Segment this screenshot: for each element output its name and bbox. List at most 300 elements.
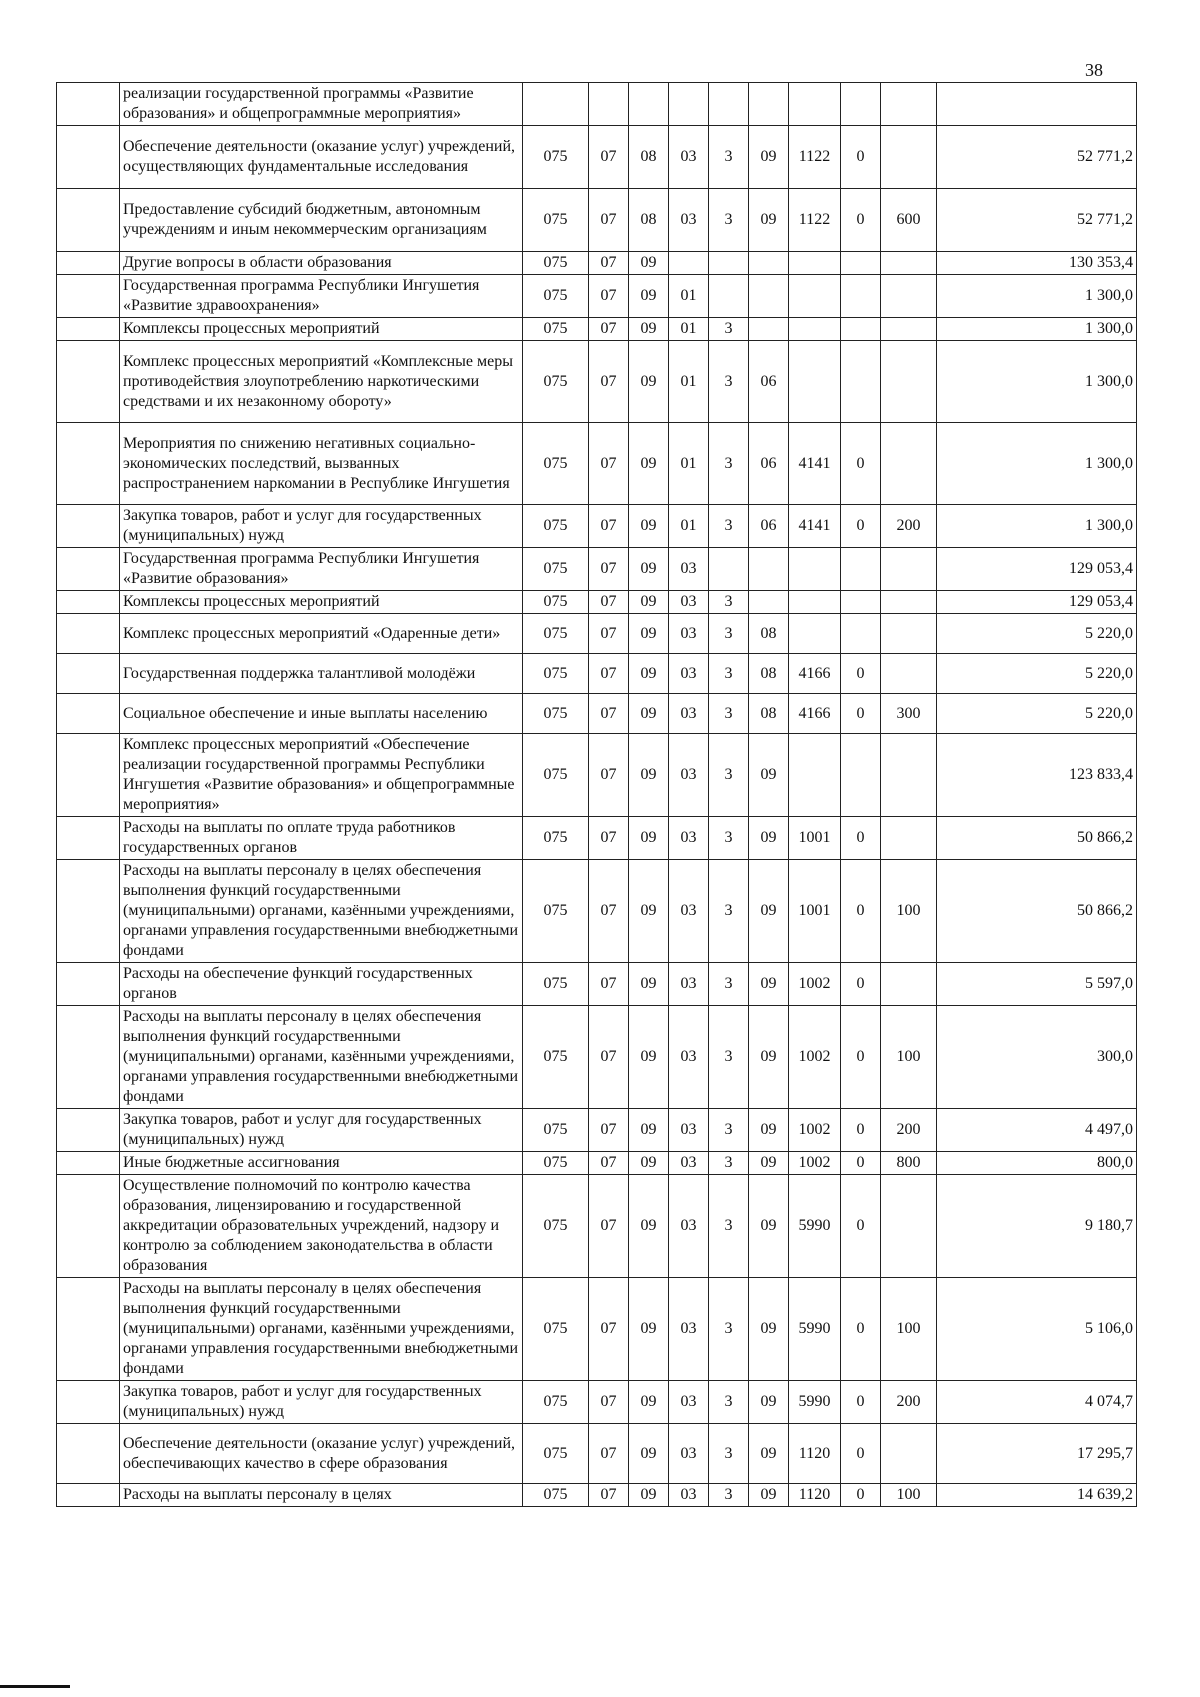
table-row [57, 548, 1137, 591]
code-cell [841, 548, 881, 591]
code-cell: 3 [709, 505, 749, 548]
code-cell: 07 [589, 423, 629, 505]
code-cell: 075 [523, 817, 589, 860]
code-cell: 3 [709, 614, 749, 654]
code-cell: 01 [669, 505, 709, 548]
row-sum-cell: 52 771,2 [937, 189, 1137, 252]
row-name-cell: Расходы на выплаты персоналу в целях [120, 1484, 523, 1507]
code-cell: 07 [589, 963, 629, 1006]
row-number-cell [57, 963, 120, 1006]
row-name-cell: Расходы на выплаты персоналу в целях обеспечения выполнения функций государственными (муниципальными) органами, казёнными учреждениями, органами управления государственными внебюджетными фондами [120, 1278, 523, 1381]
code-cell: 09 [749, 189, 789, 252]
row-number-cell [57, 189, 120, 252]
row-sum-cell: 50 866,2 [937, 817, 1137, 860]
row-number-cell [57, 1006, 120, 1109]
code-cell: 09 [629, 1109, 669, 1152]
code-cell: 08 [629, 126, 669, 189]
code-cell: 100 [881, 1006, 937, 1109]
code-cell: 03 [669, 860, 709, 963]
row-name-cell: Расходы на выплаты персоналу в целях обеспечения выполнения функций государственными (муниципальными) органами, казёнными учреждениями, органами управления государственными внебюджетными фондами [120, 860, 523, 963]
row-name-cell: Обеспечение деятельности (оказание услуг) учреждений, осуществляющих фундаментальные исследования [120, 126, 523, 189]
code-cell: 3 [709, 1006, 749, 1109]
code-cell: 09 [629, 548, 669, 591]
code-cell: 3 [709, 1381, 749, 1424]
code-cell: 4166 [789, 654, 841, 694]
row-name-cell: Комплекс процессных мероприятий «Одаренные дети» [120, 614, 523, 654]
code-cell: 07 [589, 341, 629, 423]
row-number-cell [57, 505, 120, 548]
row-sum-cell: 52 771,2 [937, 126, 1137, 189]
code-cell: 0 [841, 505, 881, 548]
code-cell: 0 [841, 189, 881, 252]
code-cell [881, 341, 937, 423]
budget-table [56, 82, 1137, 1507]
row-sum-cell: 1 300,0 [937, 505, 1137, 548]
table-row [57, 591, 1137, 614]
code-cell: 3 [709, 318, 749, 341]
table-row [57, 963, 1137, 1006]
row-name-cell: Мероприятия по снижению негативных социально-экономических последствий, вызванных распространением наркомании в Республике Ингушетия [120, 423, 523, 505]
code-cell [881, 548, 937, 591]
code-cell [881, 252, 937, 275]
code-cell [881, 83, 937, 126]
code-cell [709, 252, 749, 275]
code-cell: 075 [523, 614, 589, 654]
code-cell [881, 614, 937, 654]
code-cell: 03 [669, 189, 709, 252]
row-sum-cell: 800,0 [937, 1152, 1137, 1175]
code-cell: 0 [841, 817, 881, 860]
code-cell [789, 734, 841, 817]
code-cell: 0 [841, 694, 881, 734]
code-cell: 09 [629, 423, 669, 505]
code-cell: 075 [523, 1484, 589, 1507]
code-cell: 075 [523, 318, 589, 341]
code-cell: 0 [841, 1006, 881, 1109]
code-cell: 0 [841, 1175, 881, 1278]
table-row [57, 1152, 1137, 1175]
code-cell: 03 [669, 126, 709, 189]
code-cell: 3 [709, 126, 749, 189]
row-sum-cell: 5 106,0 [937, 1278, 1137, 1381]
code-cell: 07 [589, 734, 629, 817]
code-cell: 03 [669, 1278, 709, 1381]
code-cell: 08 [749, 654, 789, 694]
code-cell: 09 [749, 126, 789, 189]
code-cell: 06 [749, 505, 789, 548]
row-sum-cell [937, 83, 1137, 126]
row-number-cell [57, 1424, 120, 1484]
code-cell: 07 [589, 614, 629, 654]
code-cell: 01 [669, 423, 709, 505]
code-cell: 3 [709, 1109, 749, 1152]
code-cell: 07 [589, 275, 629, 318]
table-row [57, 1175, 1137, 1278]
code-cell: 0 [841, 1152, 881, 1175]
row-sum-cell: 9 180,7 [937, 1175, 1137, 1278]
table-row [57, 654, 1137, 694]
table-row [57, 252, 1137, 275]
code-cell: 07 [589, 318, 629, 341]
code-cell [841, 614, 881, 654]
code-cell: 03 [669, 1484, 709, 1507]
code-cell: 1002 [789, 1109, 841, 1152]
code-cell [749, 252, 789, 275]
code-cell: 300 [881, 694, 937, 734]
code-cell: 09 [629, 1152, 669, 1175]
code-cell [841, 318, 881, 341]
row-number-cell [57, 654, 120, 694]
row-number-cell [57, 423, 120, 505]
code-cell [629, 83, 669, 126]
row-sum-cell: 5 220,0 [937, 694, 1137, 734]
code-cell [881, 591, 937, 614]
code-cell: 03 [669, 1175, 709, 1278]
code-cell [881, 963, 937, 1006]
code-cell: 03 [669, 734, 709, 817]
code-cell: 075 [523, 654, 589, 694]
code-cell [881, 318, 937, 341]
code-cell [881, 275, 937, 318]
code-cell [709, 548, 749, 591]
row-name-cell: Обеспечение деятельности (оказание услуг) учреждений, обеспечивающих качество в сфере образования [120, 1424, 523, 1484]
code-cell: 1002 [789, 963, 841, 1006]
code-cell [841, 83, 881, 126]
code-cell: 075 [523, 1152, 589, 1175]
table-row [57, 614, 1137, 654]
table-row [57, 275, 1137, 318]
code-cell [841, 341, 881, 423]
code-cell: 07 [589, 1278, 629, 1381]
code-cell: 06 [749, 341, 789, 423]
row-number-cell [57, 341, 120, 423]
code-cell: 1120 [789, 1424, 841, 1484]
row-sum-cell: 4 074,7 [937, 1381, 1137, 1424]
row-number-cell [57, 275, 120, 318]
row-number-cell [57, 1175, 120, 1278]
code-cell: 075 [523, 1381, 589, 1424]
table-row [57, 1381, 1137, 1424]
code-cell [789, 252, 841, 275]
code-cell: 07 [589, 1006, 629, 1109]
code-cell: 08 [749, 614, 789, 654]
code-cell: 09 [749, 1278, 789, 1381]
row-sum-cell: 300,0 [937, 1006, 1137, 1109]
code-cell: 03 [669, 963, 709, 1006]
code-cell [789, 341, 841, 423]
code-cell: 3 [709, 591, 749, 614]
code-cell: 100 [881, 1484, 937, 1507]
code-cell: 07 [589, 1152, 629, 1175]
row-number-cell [57, 126, 120, 189]
code-cell: 1002 [789, 1152, 841, 1175]
row-name-cell: Осуществление полномочий по контролю качества образования, лицензированию и государственной аккредитации образовательных учреждений, надзору и контролю за соблюдением законодательства в области образования [120, 1175, 523, 1278]
row-sum-cell: 14 639,2 [937, 1484, 1137, 1507]
code-cell: 075 [523, 694, 589, 734]
code-cell [789, 83, 841, 126]
row-name-cell: Другие вопросы в области образования [120, 252, 523, 275]
row-number-cell [57, 83, 120, 126]
table-row [57, 1484, 1137, 1507]
code-cell: 3 [709, 694, 749, 734]
code-cell: 075 [523, 963, 589, 1006]
code-cell [841, 591, 881, 614]
code-cell: 09 [629, 252, 669, 275]
code-cell: 07 [589, 189, 629, 252]
row-name-cell: Социальное обеспечение и иные выплаты населению [120, 694, 523, 734]
row-name-cell: Комплексы процессных мероприятий [120, 318, 523, 341]
code-cell [749, 318, 789, 341]
row-number-cell [57, 1109, 120, 1152]
row-number-cell [57, 1278, 120, 1381]
code-cell: 5990 [789, 1278, 841, 1381]
code-cell: 0 [841, 1381, 881, 1424]
row-name-cell: Закупка товаров, работ и услуг для государственных (муниципальных) нужд [120, 505, 523, 548]
code-cell: 5990 [789, 1175, 841, 1278]
code-cell: 09 [629, 694, 669, 734]
row-number-cell [57, 252, 120, 275]
code-cell: 01 [669, 318, 709, 341]
row-name-cell: реализации государственной программы «Развитие образования» и общепрограммные мероприятия» [120, 83, 523, 126]
code-cell: 09 [629, 614, 669, 654]
code-cell: 075 [523, 126, 589, 189]
code-cell [881, 734, 937, 817]
table-row [57, 505, 1137, 548]
code-cell: 07 [589, 817, 629, 860]
row-sum-cell: 5 597,0 [937, 963, 1137, 1006]
code-cell [881, 654, 937, 694]
row-number-cell [57, 1484, 120, 1507]
code-cell: 3 [709, 423, 749, 505]
code-cell [749, 591, 789, 614]
code-cell [789, 318, 841, 341]
code-cell: 03 [669, 1109, 709, 1152]
row-sum-cell: 1 300,0 [937, 423, 1137, 505]
table-row [57, 734, 1137, 817]
row-name-cell: Закупка товаров, работ и услуг для государственных (муниципальных) нужд [120, 1381, 523, 1424]
code-cell: 03 [669, 1424, 709, 1484]
table-row [57, 1424, 1137, 1484]
code-cell: 03 [669, 1152, 709, 1175]
row-sum-cell: 129 053,4 [937, 548, 1137, 591]
code-cell: 07 [589, 1381, 629, 1424]
code-cell: 5990 [789, 1381, 841, 1424]
row-number-cell [57, 860, 120, 963]
code-cell: 09 [629, 654, 669, 694]
table-row [57, 817, 1137, 860]
row-name-cell: Государственная поддержка талантливой молодёжи [120, 654, 523, 694]
code-cell [789, 275, 841, 318]
code-cell [669, 252, 709, 275]
table-row [57, 126, 1137, 189]
code-cell: 3 [709, 1424, 749, 1484]
code-cell: 09 [629, 1006, 669, 1109]
row-number-cell [57, 734, 120, 817]
code-cell: 075 [523, 1278, 589, 1381]
code-cell: 01 [669, 341, 709, 423]
code-cell: 4141 [789, 505, 841, 548]
code-cell [841, 275, 881, 318]
row-sum-cell: 50 866,2 [937, 860, 1137, 963]
code-cell: 09 [629, 318, 669, 341]
code-cell: 09 [749, 1152, 789, 1175]
code-cell [669, 83, 709, 126]
code-cell: 100 [881, 860, 937, 963]
row-number-cell [57, 548, 120, 591]
code-cell [749, 275, 789, 318]
code-cell: 08 [629, 189, 669, 252]
code-cell: 08 [749, 694, 789, 734]
row-sum-cell: 1 300,0 [937, 318, 1137, 341]
row-sum-cell: 130 353,4 [937, 252, 1137, 275]
table-row [57, 1278, 1137, 1381]
code-cell: 3 [709, 1152, 749, 1175]
code-cell: 3 [709, 734, 749, 817]
table-row [57, 83, 1137, 126]
row-number-cell [57, 817, 120, 860]
code-cell: 3 [709, 1484, 749, 1507]
code-cell: 07 [589, 548, 629, 591]
code-cell: 075 [523, 734, 589, 817]
code-cell: 1001 [789, 817, 841, 860]
code-cell [841, 252, 881, 275]
code-cell: 07 [589, 860, 629, 963]
code-cell: 09 [629, 275, 669, 318]
table-row [57, 318, 1137, 341]
code-cell: 09 [629, 817, 669, 860]
code-cell: 03 [669, 694, 709, 734]
row-sum-cell: 17 295,7 [937, 1424, 1137, 1484]
code-cell: 3 [709, 341, 749, 423]
table-row [57, 1109, 1137, 1152]
code-cell: 03 [669, 591, 709, 614]
code-cell [789, 591, 841, 614]
code-cell: 1122 [789, 189, 841, 252]
code-cell: 3 [709, 860, 749, 963]
code-cell: 1002 [789, 1006, 841, 1109]
code-cell: 09 [749, 1175, 789, 1278]
code-cell: 3 [709, 817, 749, 860]
code-cell: 07 [589, 1484, 629, 1507]
row-sum-cell: 5 220,0 [937, 614, 1137, 654]
row-sum-cell: 5 220,0 [937, 654, 1137, 694]
code-cell: 1001 [789, 860, 841, 963]
code-cell: 075 [523, 189, 589, 252]
code-cell [789, 614, 841, 654]
code-cell: 600 [881, 189, 937, 252]
code-cell [881, 423, 937, 505]
row-name-cell: Государственная программа Республики Ингушетия «Развитие здравоохранения» [120, 275, 523, 318]
code-cell: 09 [629, 1381, 669, 1424]
code-cell: 075 [523, 860, 589, 963]
code-cell: 075 [523, 1175, 589, 1278]
code-cell: 07 [589, 505, 629, 548]
code-cell: 07 [589, 654, 629, 694]
code-cell: 09 [749, 1381, 789, 1424]
code-cell: 075 [523, 505, 589, 548]
row-name-cell: Расходы на выплаты персоналу в целях обеспечения выполнения функций государственными (муниципальными) органами, казёнными учреждениями, органами управления государственными внебюджетными фондами [120, 1006, 523, 1109]
row-name-cell: Комплекс процессных мероприятий «Обеспечение реализации государственной программы Республики Ингушетия «Развитие образования» и общепрограммные мероприятия» [120, 734, 523, 817]
code-cell [749, 83, 789, 126]
table-row [57, 423, 1137, 505]
code-cell: 09 [749, 1484, 789, 1507]
table-row [57, 860, 1137, 963]
scan-edge-line [0, 1685, 70, 1688]
code-cell: 09 [629, 1484, 669, 1507]
code-cell: 09 [749, 734, 789, 817]
code-cell: 075 [523, 275, 589, 318]
row-name-cell: Государственная программа Республики Ингушетия «Развитие образования» [120, 548, 523, 591]
code-cell: 075 [523, 1006, 589, 1109]
code-cell: 0 [841, 423, 881, 505]
code-cell: 09 [749, 1424, 789, 1484]
code-cell: 03 [669, 654, 709, 694]
row-name-cell: Расходы на выплаты по оплате труда работников государственных органов [120, 817, 523, 860]
row-name-cell: Предоставление субсидий бюджетным, автономным учреждениям и иным некоммерческим организациям [120, 189, 523, 252]
row-number-cell [57, 591, 120, 614]
code-cell: 075 [523, 252, 589, 275]
code-cell: 075 [523, 423, 589, 505]
code-cell: 075 [523, 591, 589, 614]
row-sum-cell: 123 833,4 [937, 734, 1137, 817]
code-cell: 09 [749, 963, 789, 1006]
code-cell: 09 [629, 505, 669, 548]
code-cell: 200 [881, 505, 937, 548]
code-cell: 07 [589, 694, 629, 734]
code-cell: 4141 [789, 423, 841, 505]
code-cell: 0 [841, 1109, 881, 1152]
code-cell: 0 [841, 1278, 881, 1381]
code-cell: 200 [881, 1109, 937, 1152]
row-name-cell: Иные бюджетные ассигнования [120, 1152, 523, 1175]
code-cell: 075 [523, 341, 589, 423]
code-cell: 100 [881, 1278, 937, 1381]
code-cell: 01 [669, 275, 709, 318]
code-cell: 09 [749, 860, 789, 963]
row-sum-cell: 1 300,0 [937, 275, 1137, 318]
row-sum-cell: 4 497,0 [937, 1109, 1137, 1152]
code-cell: 0 [841, 126, 881, 189]
code-cell: 09 [749, 1109, 789, 1152]
page-number: 38 [1085, 60, 1103, 80]
row-name-cell: Закупка товаров, работ и услуг для государственных (муниципальных) нужд [120, 1109, 523, 1152]
code-cell: 3 [709, 654, 749, 694]
code-cell: 0 [841, 1484, 881, 1507]
code-cell: 075 [523, 1109, 589, 1152]
code-cell [523, 83, 589, 126]
code-cell: 09 [629, 1424, 669, 1484]
code-cell: 075 [523, 548, 589, 591]
code-cell: 0 [841, 860, 881, 963]
code-cell: 3 [709, 1175, 749, 1278]
table-row [57, 1006, 1137, 1109]
row-name-cell: Комплекс процессных мероприятий «Комплексные меры противодействия злоупотреблению наркотическими средствами и их незаконному обороту» [120, 341, 523, 423]
code-cell [709, 83, 749, 126]
code-cell: 075 [523, 1424, 589, 1484]
code-cell: 4166 [789, 694, 841, 734]
code-cell [881, 1424, 937, 1484]
table-row [57, 694, 1137, 734]
code-cell: 07 [589, 1175, 629, 1278]
code-cell: 0 [841, 963, 881, 1006]
code-cell [881, 817, 937, 860]
code-cell [589, 83, 629, 126]
row-number-cell [57, 1381, 120, 1424]
row-sum-cell: 129 053,4 [937, 591, 1137, 614]
row-number-cell [57, 614, 120, 654]
code-cell: 3 [709, 1278, 749, 1381]
code-cell: 09 [749, 1006, 789, 1109]
